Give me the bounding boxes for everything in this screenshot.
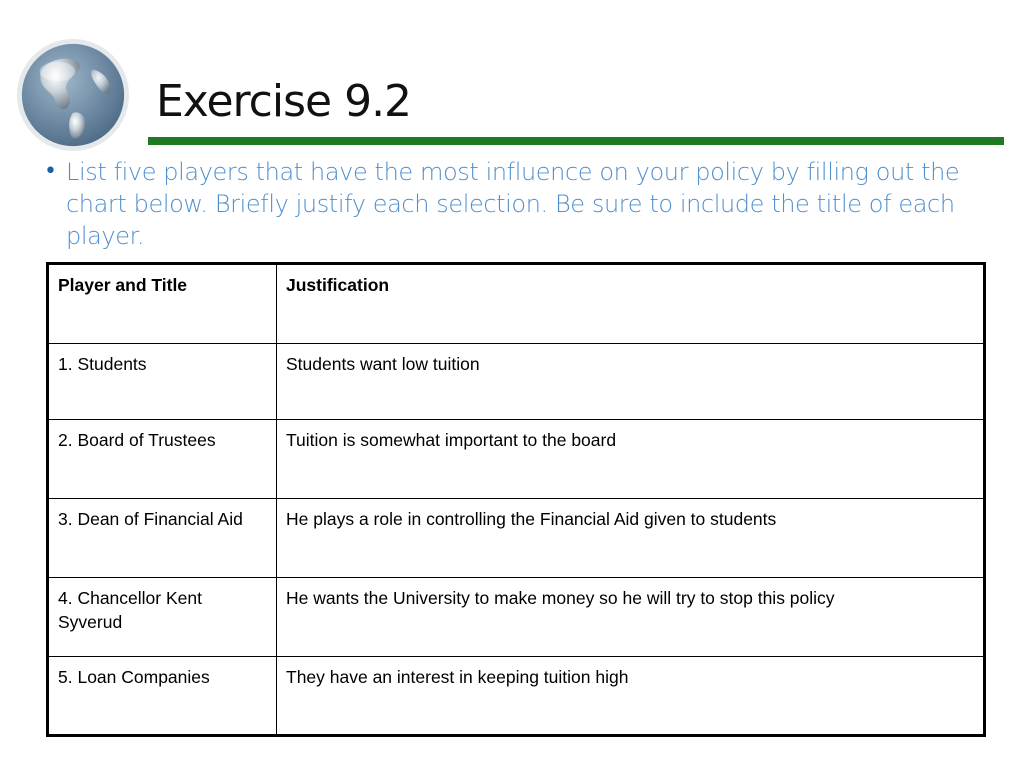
header-player: Player and Title — [48, 264, 277, 344]
player-cell: 5. Loan Companies — [48, 657, 277, 736]
justification-cell: He plays a role in controlling the Financial Aid given to students — [277, 499, 985, 578]
bullet-icon: • — [44, 159, 57, 184]
table-row — [48, 344, 985, 420]
players-table — [46, 262, 986, 737]
title-underline — [148, 137, 1004, 145]
table-row — [48, 420, 985, 499]
justification-cell: He wants the University to make money so he will try to stop this policy — [277, 578, 985, 657]
player-cell: 4. Chancellor Kent Syverud — [48, 578, 277, 657]
player-cell: 2. Board of Trustees — [48, 420, 277, 499]
slide-title: Exercise 9.2 — [156, 76, 412, 127]
player-cell: 1. Students — [48, 344, 277, 420]
justification-cell: They have an interest in keeping tuition high — [277, 657, 985, 736]
table-header-row — [48, 264, 985, 344]
table-row — [48, 578, 985, 657]
justification-cell: Tuition is somewhat important to the board — [277, 420, 985, 499]
justification-cell: Students want low tuition — [277, 344, 985, 420]
table-row — [48, 657, 985, 736]
globe-icon — [14, 36, 132, 154]
instruction-bullet — [44, 156, 994, 252]
player-cell: 3. Dean of Financial Aid — [48, 499, 277, 578]
players-table-container — [46, 262, 986, 734]
header-justification: Justification — [277, 264, 985, 344]
instruction-text: List five players that have the most influence on your policy by filling out the chart below. Briefly justify each selection. Be sure to include the title of each player. — [66, 158, 960, 250]
table-row — [48, 499, 985, 578]
